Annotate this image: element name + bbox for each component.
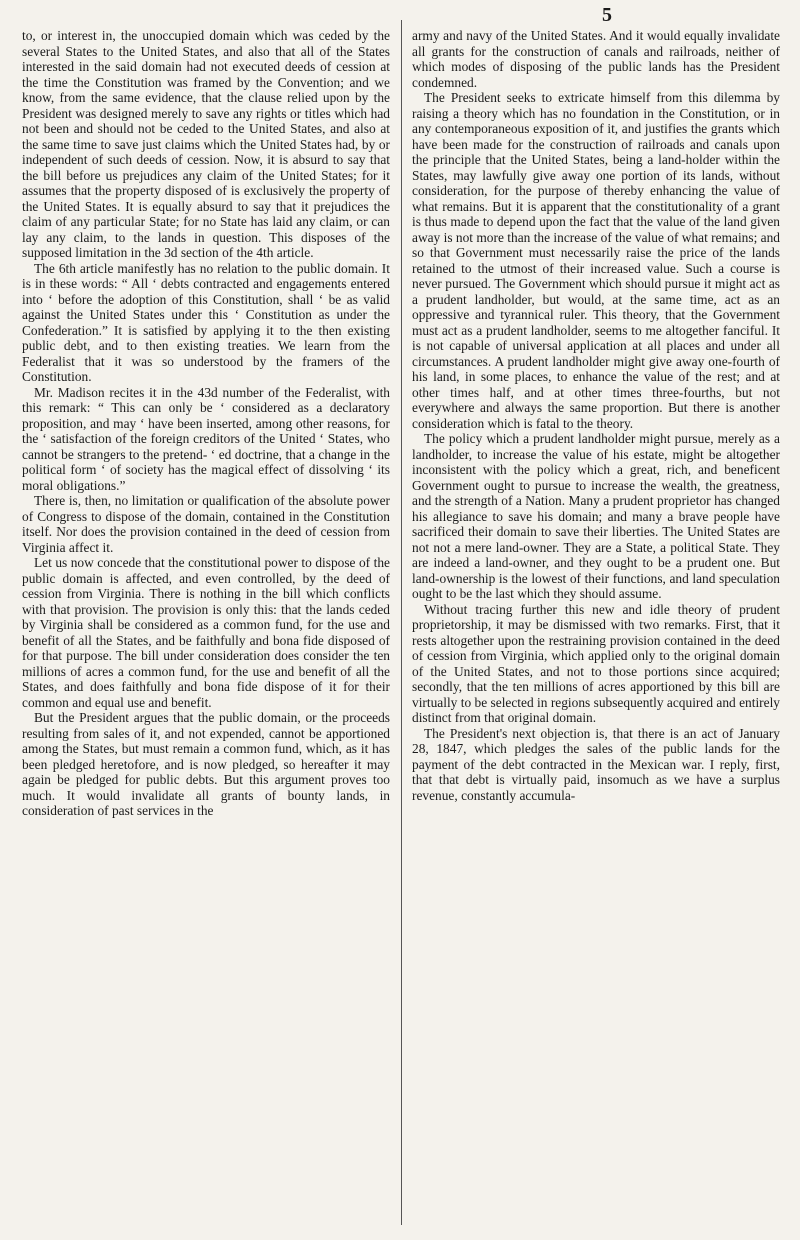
right-paragraph-5: The President's next objection is, that there is an act of January 28, 1847, which pledges the sales of the public lands for the payment of the debt contracted in the Mexican war. I reply, first, that that debt is virtually paid, insomuch as we have a surplus revenue, constantly accumula-: [412, 725, 780, 803]
right-paragraph-2: The President seeks to extricate himself from this dilemma by raising a theory which has no foundation in the Constitution, or in any contemporaneous exposition of it, and justifies the grants which have been made for the construction of railroads and canals upon the principle that the United States, being a land-holder within the States, may lawfully give away one portion of its lands, without consideration, for the purpose of thereby enhancing the value of what remains. But it is apparent that the constitutionality of a grant is thus made to depend upon the fact that the value of the land given away is not more than the increase of the value of what remains; and so that Government must necessarily raise the price of the lands retained to the utmost of their increased value. Such a course is never pursued. The Government which should pursue it might act as a prudent landholder, but would, at the same time, act as an oppressive and tyrannical ruler. This theory, that the Government must act as a prudent landholder, seems to me altogether fanciful. It is not capable of universal application at all places and under all circumstances. A prudent landholder might give away one-fourth of his land, in some places, to enhance the value of the rest; and at other times half, and at other times three-fourths, but not everywhere and always the same proportion. But there is another consideration which is fatal to the theory.: [412, 90, 780, 431]
left-paragraph-6: But the President argues that the public domain, or the proceeds resulting from sales of it, and not expended, cannot be apportioned among the States, but must remain a common fund, which, as it has been pledged heretofore, and is now pledged, so hereafter it may again be pledged for public debts. But this argument proves too much. It would invalidate all grants of bounty lands, in consideration of past services in the: [22, 710, 390, 818]
right-paragraph-1: army and navy of the United States. And it would equally invalidate all grants for the construction of canals and railroads, neither of which modes of disposing of the public lands has the President condemned.: [412, 28, 780, 90]
right-paragraph-4: Without tracing further this new and idle theory of prudent proprietorship, it may be dismissed with two remarks. First, that it rests altogether upon the restraining provision contained in the deed of cession from Virginia, which applied only to the original domain of the United States, and not to those portions since acquired; secondly, that the ten millions of acres apportioned by this bill are virtually to be selected in regions subsequently acquired and entirely distinct from that original domain.: [412, 601, 780, 725]
page-number: 5: [602, 4, 612, 26]
left-paragraph-4: There is, then, no limitation or qualification of the absolute power of Congress to dispose of the domain, contained in the Constitution itself. Nor does the provision contained in the deed of cession from Virginia affect it.: [22, 493, 390, 555]
left-paragraph-5: Let us now concede that the constitutional power to dispose of the public domain is affected, and even controlled, by the deed of cession from Virginia. There is nothing in the bill which conflicts with that provision. The provision is only this: that the lands ceded by Virginia shall be considered as a common fund, for the use and benefit of all the States, and be faithfully and bona fide disposed of for that purpose. The bill under consideration does consider the ten millions of acres a common fund, for the use and benefit of all the States, and does faithfully and bona fide dispose of it for their common and equal use and benefit.: [22, 555, 390, 710]
left-paragraph-3: Mr. Madison recites it in the 43d number of the Federalist, with this remark: “ This can only be ‘ considered as a declaratory proposition, and may ‘ have been inserted, among other reasons, for the ‘ satisfaction of the foreign creditors of the United ‘ States, who cannot be strangers to the pretend- ‘ ed doctrine, that a change in the political form ‘ of society has the magical effect of dissolving ‘ its moral obligations.”: [22, 384, 390, 493]
left-paragraph-2: The 6th article manifestly has no relation to the public domain. It is in these words: “ All ‘ debts contracted and engagements entered into ‘ before the adoption of this Constitution, shall ‘ be as valid against the United States under this ‘ Constitution as under the Confederation.” It is satisfied by applying it to the then existing public debt, and to then existing treaties. We learn from the Federalist that it was so understood by the framers of the Constitution.: [22, 260, 390, 384]
right-paragraph-3: The policy which a prudent landholder might pursue, merely as a landholder, to increase the value of his estate, might be altogether inconsistent with the policy which a great, rich, and beneficent Government ought to pursue to increase the wealth, the greatness, and the strength of a Nation. Many a prudent proprietor has changed his allegiance to save his domain; and many a brave people have sacrificed their domain to save their liberties. The United States are not not a mere land-owner. They are a State, a political State. They are indeed a land-owner, and they ought to be a prudent one. But land-ownership is the lowest of their functions, and land speculation ought to be the last which they should assume.: [412, 431, 780, 601]
left-column: [22, 28, 390, 819]
left-paragraph-1: to, or interest in, the unoccupied domain which was ceded by the several States to the United States, and also that all of the States interested in the said domain had not executed deeds of cession at the time the Constitution was framed by the Convention; and we know, from the same evidence, that the clause relied upon by the President was designed merely to save any rights or titles which had not been and should not be ceded to the United States, and also at the same time to save just claims which the United States had, by or independent of such deeds of cession. Now, it is absurd to say that the bill before us prejudices any claim of the United States; for it assumes that the property disposed of is exclusively the property of the United States. It is equally absurd to say that it prejudices the claim of any particular State; for no State has laid any claim, or can lay any claim, to the lands in question. This disposes of the supposed limitation in the 3d section of the 4th article.: [22, 28, 390, 260]
column-divider: [401, 20, 402, 1225]
right-column: [412, 28, 780, 803]
